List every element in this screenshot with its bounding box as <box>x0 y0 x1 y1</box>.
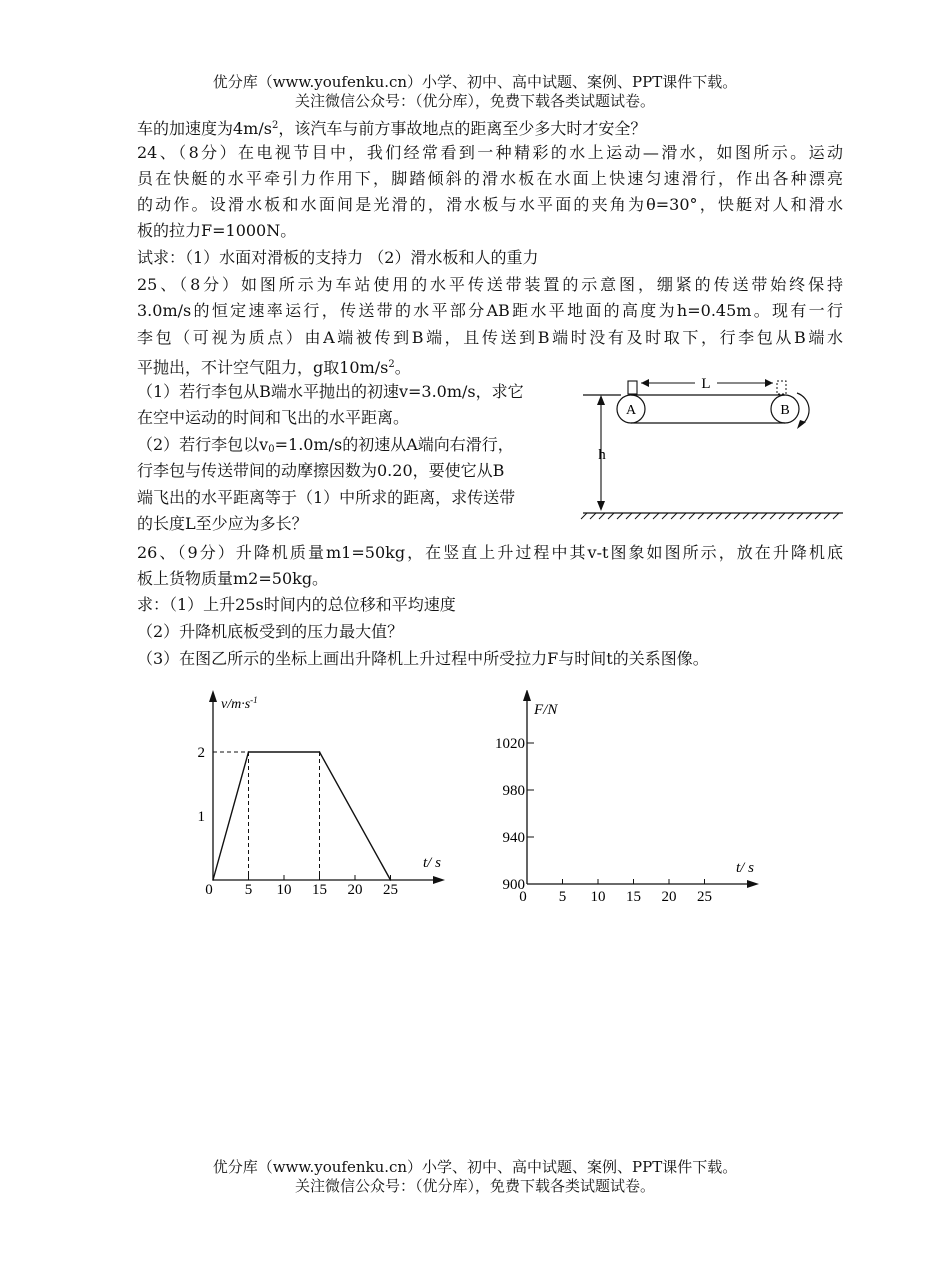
q26-line-1: 26、（9分）升降机质量m1=50kg，在竖直上升过程中其v-t图象如图所示，放在升降机底 <box>137 543 843 562</box>
x-tick-label: 15 <box>626 889 641 905</box>
luggage-at-b <box>777 381 786 394</box>
ground-hatch-stroke <box>626 513 632 519</box>
x-tick-label: 5 <box>558 889 567 905</box>
ground-hatch-stroke <box>752 513 758 519</box>
ground-hatch-stroke <box>581 513 587 519</box>
ground-hatch-stroke <box>653 513 659 519</box>
vt-series-line <box>213 752 391 880</box>
x-tick-label: 15 <box>312 882 327 898</box>
ground-hatch-stroke <box>635 513 641 519</box>
q25-line-2: 3.0m/s的恒定速率运行，传送带的水平部分AB距水平地面的高度为h=0.45m。现有一行 <box>137 301 843 320</box>
ground-hatch-stroke <box>671 513 677 519</box>
ground-hatch-stroke <box>833 513 839 519</box>
label-h: h <box>598 447 606 463</box>
q26-question-1: 求：（1）上升25s时间内的总位移和平均速度 <box>137 595 456 614</box>
vt-data-point <box>319 751 321 753</box>
x-axis-label: t/ s <box>423 855 441 871</box>
ground-hatch-stroke <box>716 513 722 519</box>
footer-line-2: 关注微信公众号：（优分库），免费下载各类试题试卷。 <box>294 1177 655 1195</box>
q25-part1-line-2: 在空中运动的时间和飞出的水平距离。 <box>137 408 410 427</box>
q25-part1-line-1: （1）若行李包从B端水平抛出的初速v=3.0m/s，求它 <box>137 382 524 401</box>
q25-part2-line-2: 行李包与传送带间的动摩擦因数为0.20，要使它从B <box>137 461 505 480</box>
y-axis-label: F/N <box>534 702 558 718</box>
x-tick-label: 5 <box>244 882 253 898</box>
q25-line-4: 平抛出，不计空气阻力，g取$10m/s^2$。 <box>137 358 411 377</box>
q26-line-2: 板上货物质量m2=50kg。 <box>137 569 329 588</box>
length-arrowhead-right <box>765 379 773 387</box>
ground-hatch-stroke <box>788 513 794 519</box>
x-axis-arrowhead <box>433 876 445 884</box>
ground-hatch-stroke <box>689 513 695 519</box>
q25-part2-line-3: 端飞出的水平距离等于（1）中所求的距离，求传送带 <box>137 488 516 507</box>
conveyor-belt-figure <box>575 365 855 525</box>
x-tick-label: 10 <box>276 882 292 898</box>
label-b: B <box>780 403 790 418</box>
y-tick-label: 1 <box>197 809 205 825</box>
label-l: L <box>701 376 711 392</box>
q23-tail: 车的加速度为$4m/s^2$，该汽车与前方事故地点的距离至少多大时才安全？ <box>137 119 647 138</box>
ground-hatch-stroke <box>743 513 749 519</box>
q24-line-4: 板的拉力F=1000N。 <box>137 221 297 240</box>
q24-question: 试求：（1）水面对滑板的支持力 （2）滑水板和人的重力 <box>137 248 539 267</box>
height-arrowhead-top <box>597 395 605 405</box>
q24-line-1: 24、（8分）在电视节目中，我们经常看到一种精彩的水上运动—滑水，如图所示。运动 <box>137 143 843 162</box>
ground-hatch-stroke <box>707 513 713 519</box>
ground-hatch-stroke <box>698 513 704 519</box>
ground-hatch-stroke <box>779 513 785 519</box>
y-tick-label: 2 <box>197 745 205 761</box>
y-tick-label: 940 <box>502 830 525 846</box>
ground-hatch-stroke <box>599 513 605 519</box>
y-axis-arrowhead <box>523 690 531 701</box>
header-line-2: 关注微信公众号：（优分库），免费下载各类试题试卷。 <box>294 92 655 110</box>
ground-hatch-stroke <box>608 513 614 519</box>
q25-part2-line-1: （2）若行李包以$v_0=1.0m/s$的初速从A端向右滑行， <box>137 435 514 455</box>
ground-hatch-stroke <box>617 513 623 519</box>
q26-question-3: （3）在图乙所示的坐标上画出升降机上升过程中所受拉力F与时间t的关系图像。 <box>137 649 709 668</box>
ground-hatch-stroke <box>824 513 830 519</box>
length-arrowhead-left <box>641 379 649 387</box>
ground-hatch-stroke <box>725 513 731 519</box>
x-tick-label: 25 <box>697 889 712 905</box>
ground-hatch-stroke <box>734 513 740 519</box>
label-a: A <box>625 403 637 418</box>
y-tick-label: 900 <box>502 877 525 893</box>
x-tick-label: 20 <box>347 882 363 898</box>
vt-data-point <box>248 751 250 753</box>
vt-data-point <box>390 879 392 881</box>
ground-hatch-stroke <box>761 513 767 519</box>
ground-hatching <box>581 513 839 519</box>
q26-question-2: （2）升降机底板受到的压力最大值？ <box>137 622 404 641</box>
x-tick-label: 0 <box>519 889 527 905</box>
ground-hatch-stroke <box>770 513 776 519</box>
q24-line-3: 的动作。设滑水板和水面间是光滑的，滑水板与水平面的夹角为θ=30°，快艇对人和滑水 <box>137 195 843 214</box>
height-arrowhead-bottom <box>597 501 605 511</box>
ground-hatch-stroke <box>662 513 668 519</box>
ground-hatch-stroke <box>680 513 686 519</box>
x-tick-label: 25 <box>383 882 398 898</box>
ground-hatch-stroke <box>797 513 803 519</box>
x-axis-arrowhead <box>747 880 759 888</box>
y-axis-label: $v/m\cdot s^{-1}$ <box>221 695 258 712</box>
ground-hatch-stroke <box>815 513 821 519</box>
ground-hatch-stroke <box>590 513 596 519</box>
ground-hatch-stroke <box>806 513 812 519</box>
footer-line-1: 优分库（www.youfenku.cn）小学、初中、高中试题、案例、PPT课件下载。 <box>212 1158 738 1176</box>
x-axis-label: t/ s <box>736 860 754 876</box>
header-line-1: 优分库（www.youfenku.cn）小学、初中、高中试题、案例、PPT课件下载。 <box>212 73 738 91</box>
vt-data-point <box>212 879 214 881</box>
x-tick-label: 20 <box>661 889 677 905</box>
x-tick-label: 0 <box>205 882 213 898</box>
y-axis-arrowhead <box>209 690 217 702</box>
ft-chart <box>480 690 770 915</box>
ground-hatch-stroke <box>644 513 650 519</box>
q25-line-3: 李包（可视为质点）由A端被传到B端，且传送到B端时没有及时取下，行李包从B端水 <box>137 328 843 347</box>
luggage-at-a <box>628 381 637 394</box>
vt-chart <box>185 685 455 910</box>
y-tick-label: 1020 <box>495 736 525 752</box>
q25-line-1: 25、（8分）如图所示为车站使用的水平传送带装置的示意图，绷紧的传送带始终保持 <box>137 275 843 294</box>
x-tick-label: 10 <box>590 889 606 905</box>
y-tick-label: 980 <box>502 783 525 799</box>
q24-line-2: 员在快艇的水平牵引力作用下，脚踏倾斜的滑水板在水面上快速匀速滑行，作出各种漂亮 <box>137 169 843 188</box>
q25-part2-line-4: 的长度L至少应为多长？ <box>137 514 308 533</box>
